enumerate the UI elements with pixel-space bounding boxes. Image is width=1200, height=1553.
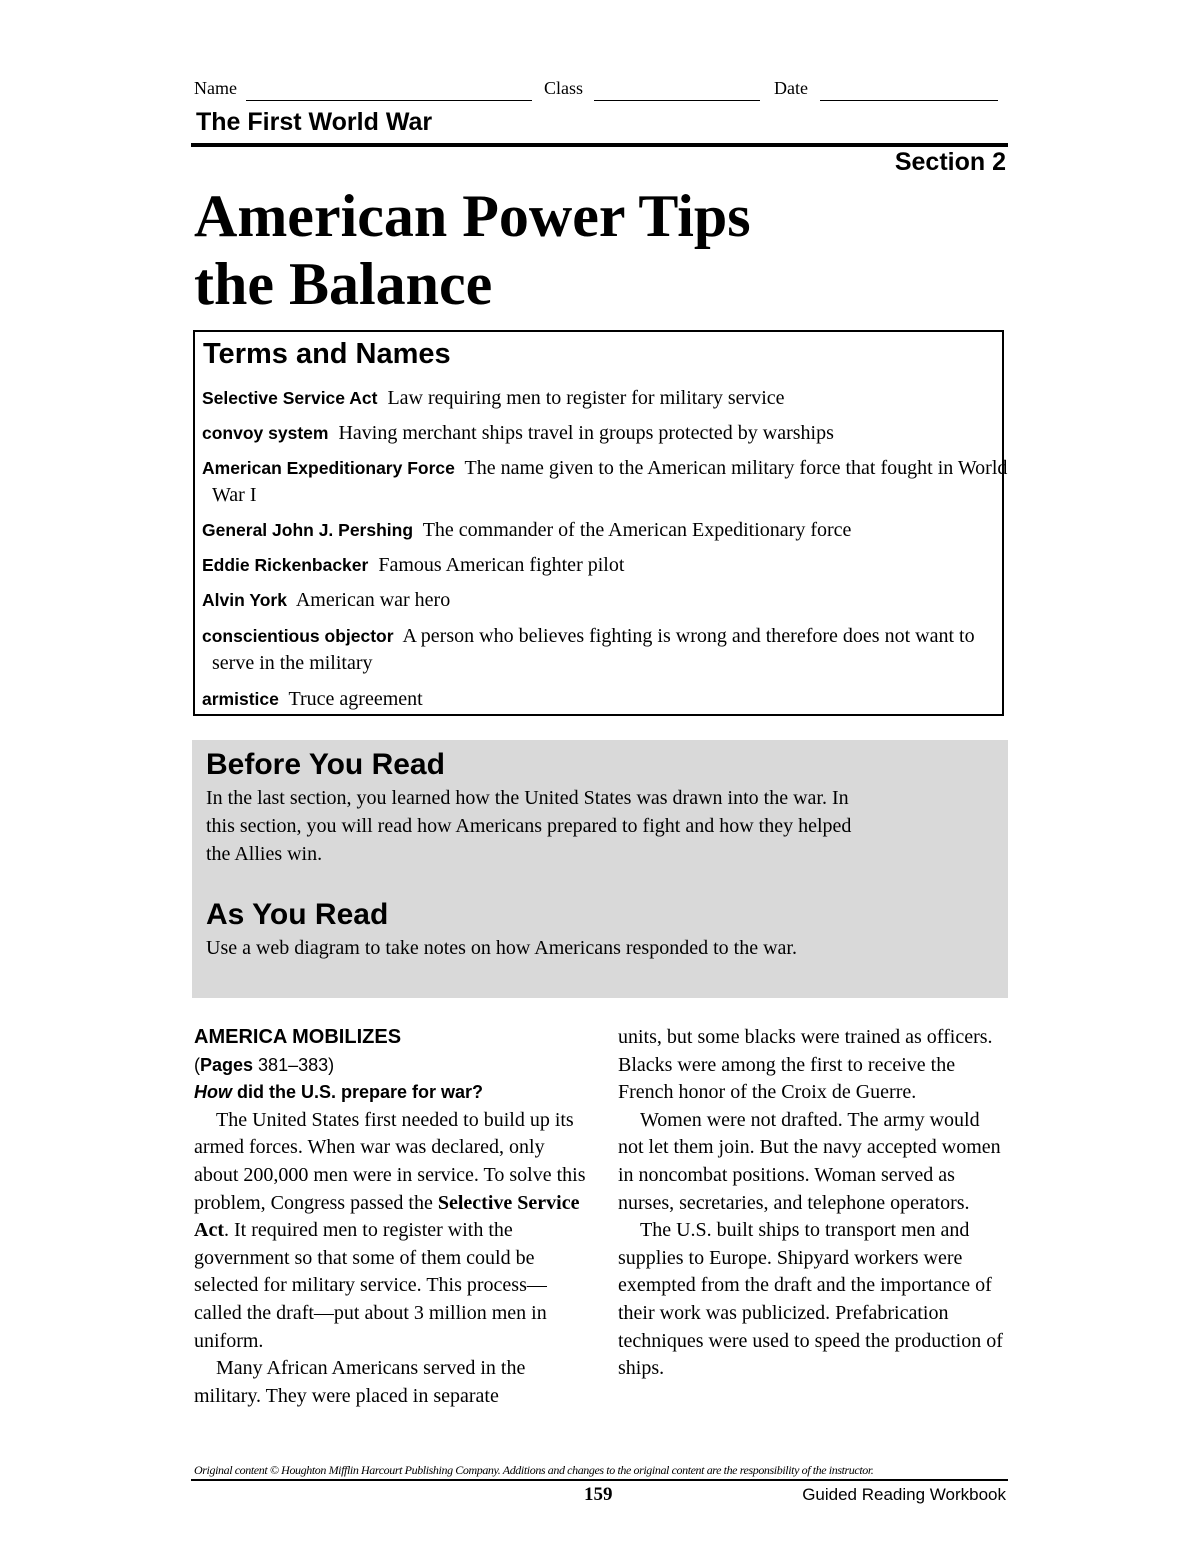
term-definition: Having merchant ships travel in groups protected by warships [338,422,834,444]
page-reference-word: Pages [200,1054,254,1075]
page-title-line-2: the Balance [194,251,493,317]
terms-and-names-box [193,330,1008,716]
workbook-title: Guided Reading Workbook [802,1485,1006,1504]
term-name: American Expeditionary Force [202,458,455,478]
term-name: General John J. Pershing [202,520,414,540]
copyright-notice: Original content © Houghton Mifflin Harcourt Publishing Company. Additions and changes to the original content are the responsibility of the instructor. [194,1463,874,1477]
key-term: Selective Service Act [194,1191,580,1242]
article-paragraph-2-continued: units, but some blacks were trained as officers. Blacks were among the first to receive the French honor of the Croix de Guerre. [618,1026,993,1104]
term-item [202,517,1008,544]
term-item [202,623,1008,677]
guiding-question [194,1079,589,1107]
article-left-column [194,1024,589,1410]
page-title-line-1: American Power Tips [194,183,751,249]
term-definition: Law requiring men to register for military service [387,387,785,409]
page-reference-open: ( [194,1054,200,1075]
article-heading: AMERICA MOBILIZES [194,1026,402,1048]
as-you-read-text: Use a web diagram to take notes on how Americans responded to the war. [206,937,797,959]
footer-rule [191,1479,1008,1481]
term-definition: Famous American fighter pilot [378,554,625,576]
reading-guide-panel [192,740,1008,998]
page-reference [194,1052,589,1080]
term-name: Eddie Rickenbacker [202,555,369,575]
term-name: convoy system [202,423,329,443]
page-reference-range: 381–383) [253,1054,335,1075]
term-item [202,455,1008,509]
before-you-read-text: In the last section, you learned how the United States was drawn into the war. In this section, you will read how Americans prepared to fight and how they helped the Allies win. [206,787,852,865]
term-item [202,587,1008,614]
page-title [194,182,751,318]
as-you-read-heading: As You Read [206,898,389,931]
article-right-column [618,1024,1008,1383]
guiding-question-how: How [194,1082,232,1103]
term-item [202,420,1008,447]
article-paragraph-2: Many African Americans served in the military. They were placed in separate [194,1357,526,1407]
term-name: armistice [202,689,279,709]
term-definition: A person who believes fighting is wrong and therefore does not want to serve in the military [212,625,975,674]
term-definition: The name given to the American military force that fought in World War I [212,457,1008,506]
header-rule [191,143,1008,147]
name-line [246,100,532,101]
class-label: Class [544,78,584,98]
name-label: Name [194,78,237,98]
term-item [202,385,1008,412]
term-definition: American war hero [295,589,451,611]
before-you-read-heading: Before You Read [206,748,445,781]
section-label: Section 2 [894,148,1006,176]
student-info-row [194,78,1006,104]
date-label: Date [774,78,808,98]
article-paragraph-1 [194,1107,589,1355]
chapter-title: The First World War [196,108,433,136]
page-number: 159 [584,1484,613,1505]
paragraph-text: The United States first needed to build up its armed forces. When war was declared, only about 200,000 men were in service. To solve this problem, Congress passed the [194,1108,586,1214]
term-name: Alvin York [202,590,287,610]
terms-heading: Terms and Names [203,338,451,370]
term-name: Selective Service Act [202,388,378,408]
term-item [202,552,1008,579]
paragraph-text: . It required men to register with the government so that some of them could be selected for military service. This process—called the draft—put about 3 million men in uniform. [194,1219,547,1352]
article-paragraph-4: The U.S. built ships to transport men and supplies to Europe. Shipyard workers were exempted from the draft and the importance of their work was publicized. Prefabrication techniques were used to speed the production of ships. [618,1219,1003,1380]
date-line [820,100,998,101]
guiding-question-rest: did the U.S. prepare for war? [232,1082,484,1103]
article-paragraph-3: Women were not drafted. The army would not let them join. But the navy accepted women in noncombat positions. Woman served as nurses, secretaries, and telephone operators. [618,1108,1001,1214]
class-line [594,100,760,101]
term-definition: Truce agreement [288,688,423,710]
term-name: conscientious objector [202,626,394,646]
term-item [202,686,1008,713]
term-definition: The commander of the American Expeditionary force [422,519,852,541]
